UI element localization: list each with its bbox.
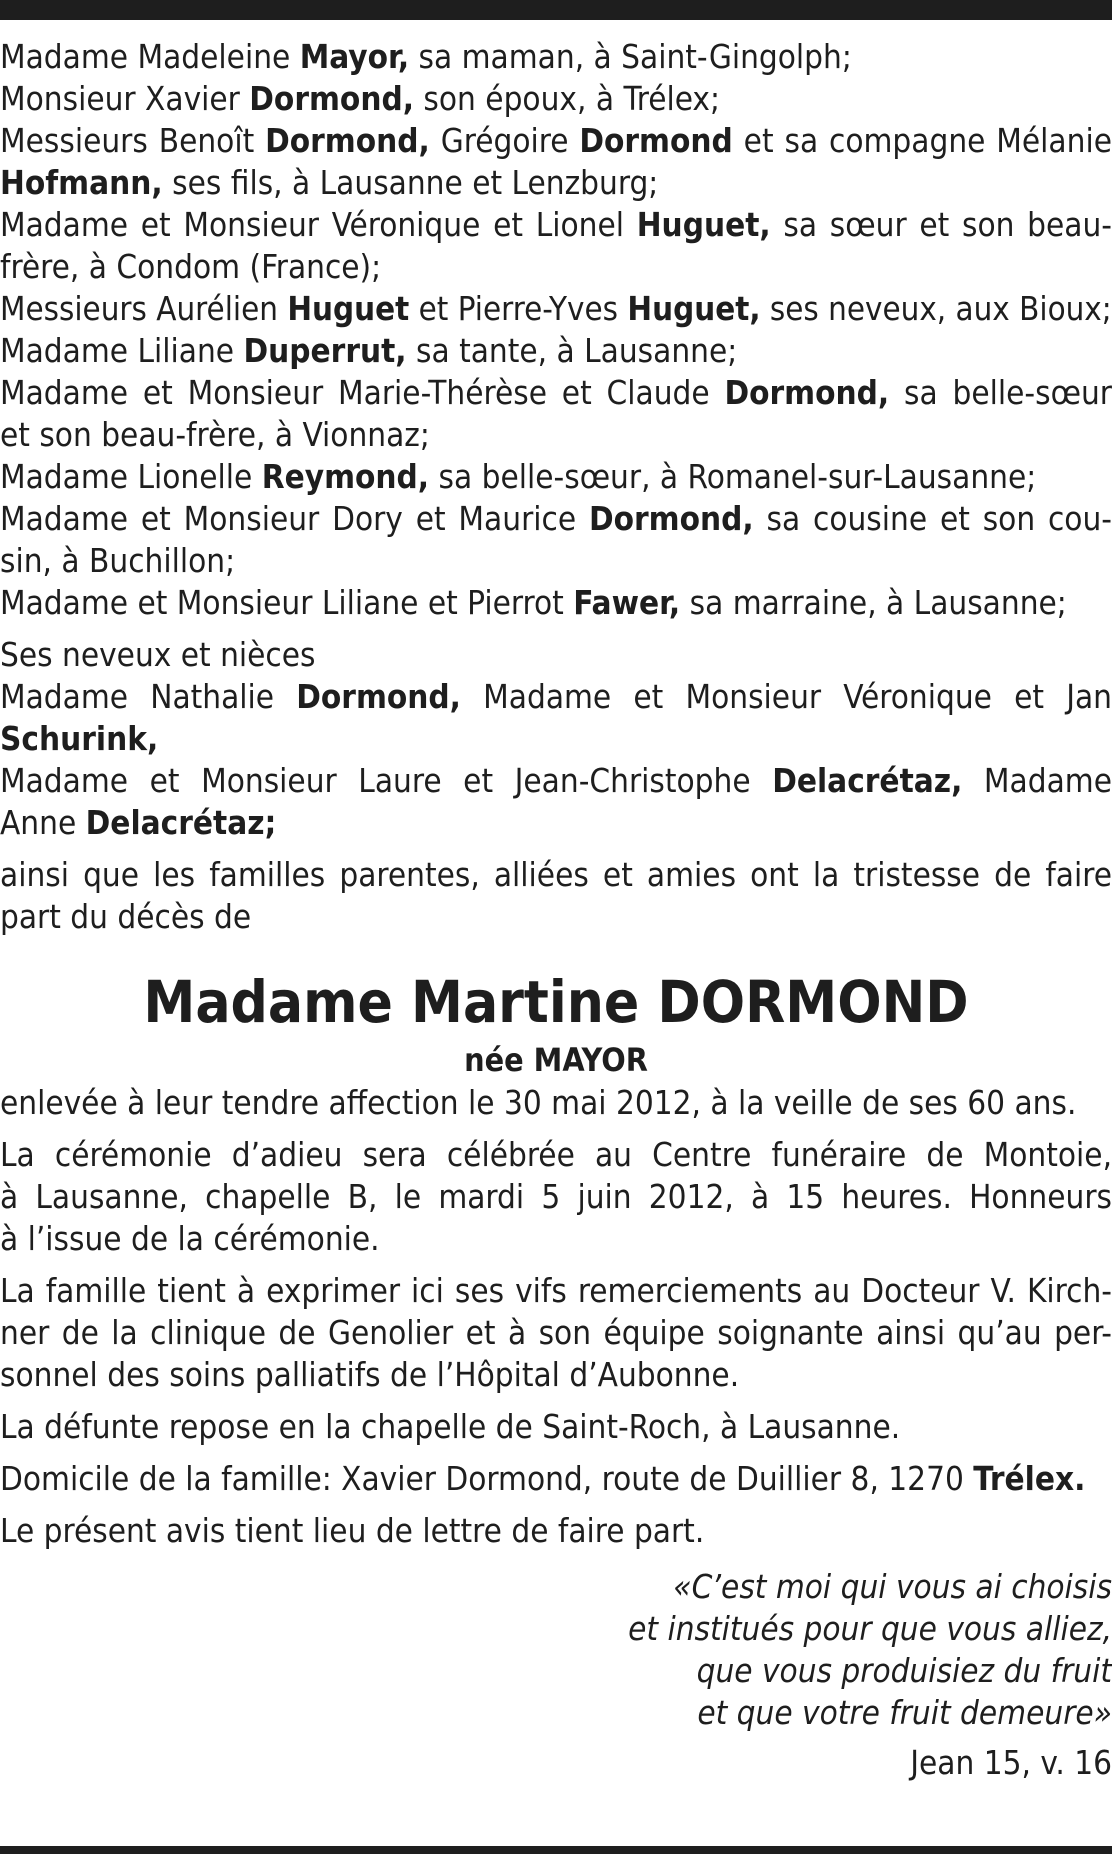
thanks-line: La famille tient à exprimer ici ses vifs remerciements au Docteur V. Kirch-	[0, 1271, 1112, 1310]
ceremony-line: La cérémonie d’adieu sera célébrée au Centre funéraire de Montoie,	[0, 1135, 1112, 1174]
family-line: Messieurs Aurélien Huguet et Pierre-Yves Huguet, ses neveux, aux Bioux;	[0, 289, 1112, 328]
notice-line: Le présent avis tient lieu de lettre de faire part.	[0, 1511, 705, 1550]
family-line: Madame et Monsieur Dory et Maurice Dormond, sa cousine et son cou-	[0, 499, 1112, 538]
domicile-line: Domicile de la famille: Xavier Dormond, route de Duillier 8, 1270 Trélex.	[0, 1459, 1086, 1498]
nephews-line: Madame et Monsieur Laure et Jean-Christophe Delacrétaz, Madame	[0, 761, 1112, 800]
family-line: et son beau-frère, à Vionnaz;	[0, 415, 430, 454]
nephews-line: Anne Delacrétaz;	[0, 803, 277, 842]
family-line: Hofmann, ses fils, à Lausanne et Lenzburg;	[0, 163, 659, 202]
bible-quote	[0, 1566, 1112, 1734]
family-line: Madame et Monsieur Marie-Thérèse et Claude Dormond, sa belle-sœur	[0, 373, 1112, 412]
family-line: Madame Madeleine Mayor, sa maman, à Saint-Gingolph;	[0, 37, 852, 76]
family-line: Messieurs Benoît Dormond, Grégoire Dormond et sa compagne Mélanie	[0, 121, 1112, 160]
family-line: frère, à Condom (France);	[0, 247, 382, 286]
deceased-name: Madame Martine DORMOND	[143, 968, 969, 1036]
ceremony-line: à Lausanne, chapelle B, le mardi 5 juin 2012, à 15 heures. Honneurs	[0, 1177, 1112, 1216]
family-line: Monsieur Xavier Dormond, son époux, à Trélex;	[0, 79, 720, 118]
family-line: sin, à Buchillon;	[0, 541, 236, 580]
family-list	[0, 36, 1112, 624]
obituary-notice	[0, 36, 1112, 1784]
ceremony-line: à l’issue de la cérémonie.	[0, 1219, 380, 1258]
quote-line: et institués pour que vous alliez,	[628, 1609, 1112, 1648]
quote-line: «C’est moi qui vous ai choisis	[673, 1567, 1112, 1606]
announcement-line: part du décès de	[0, 897, 252, 936]
nephews-list	[0, 634, 1112, 844]
top-rule	[0, 0, 1112, 20]
nephews-line: Schurink,	[0, 719, 159, 758]
nephews-heading: Ses neveux et nièces	[0, 635, 316, 674]
ceremony-paragraph	[0, 1134, 1112, 1260]
departure-line: enlevée à leur tendre affection le 30 mai 2012, à la veille de ses 60 ans.	[0, 1083, 1077, 1122]
family-line: Madame et Monsieur Liliane et Pierrot Fawer, sa marraine, à Lausanne;	[0, 583, 1067, 622]
family-line: Madame Lionelle Reymond, sa belle-sœur, à Romanel-sur-Lausanne;	[0, 457, 1037, 496]
nephews-line: Madame Nathalie Dormond, Madame et Monsieur Véronique et Jan	[0, 677, 1112, 716]
quote-reference: Jean 15, v. 16	[910, 1743, 1112, 1782]
rest-line: La défunte repose en la chapelle de Saint-Roch, à Lausanne.	[0, 1407, 901, 1446]
family-line: Madame Liliane Duperrut, sa tante, à Lausanne;	[0, 331, 738, 370]
maiden-name: née MAYOR	[464, 1041, 648, 1079]
thanks-paragraph	[0, 1270, 1112, 1396]
announcement-line: ainsi que les familles parentes, alliées et amies ont la tristesse de faire	[0, 855, 1112, 894]
bottom-rule	[0, 1846, 1112, 1854]
thanks-line: sonnel des soins palliatifs de l’Hôpital d’Aubonne.	[0, 1355, 740, 1394]
thanks-line: ner de la clinique de Genolier et à son équipe soignante ainsi qu’au per-	[0, 1313, 1112, 1352]
quote-line: et que votre fruit demeure»	[697, 1693, 1112, 1732]
quote-line: que vous produisiez du fruit	[696, 1651, 1112, 1690]
announcement	[0, 854, 1112, 938]
family-line: Madame et Monsieur Véronique et Lionel Huguet, sa sœur et son beau-	[0, 205, 1112, 244]
